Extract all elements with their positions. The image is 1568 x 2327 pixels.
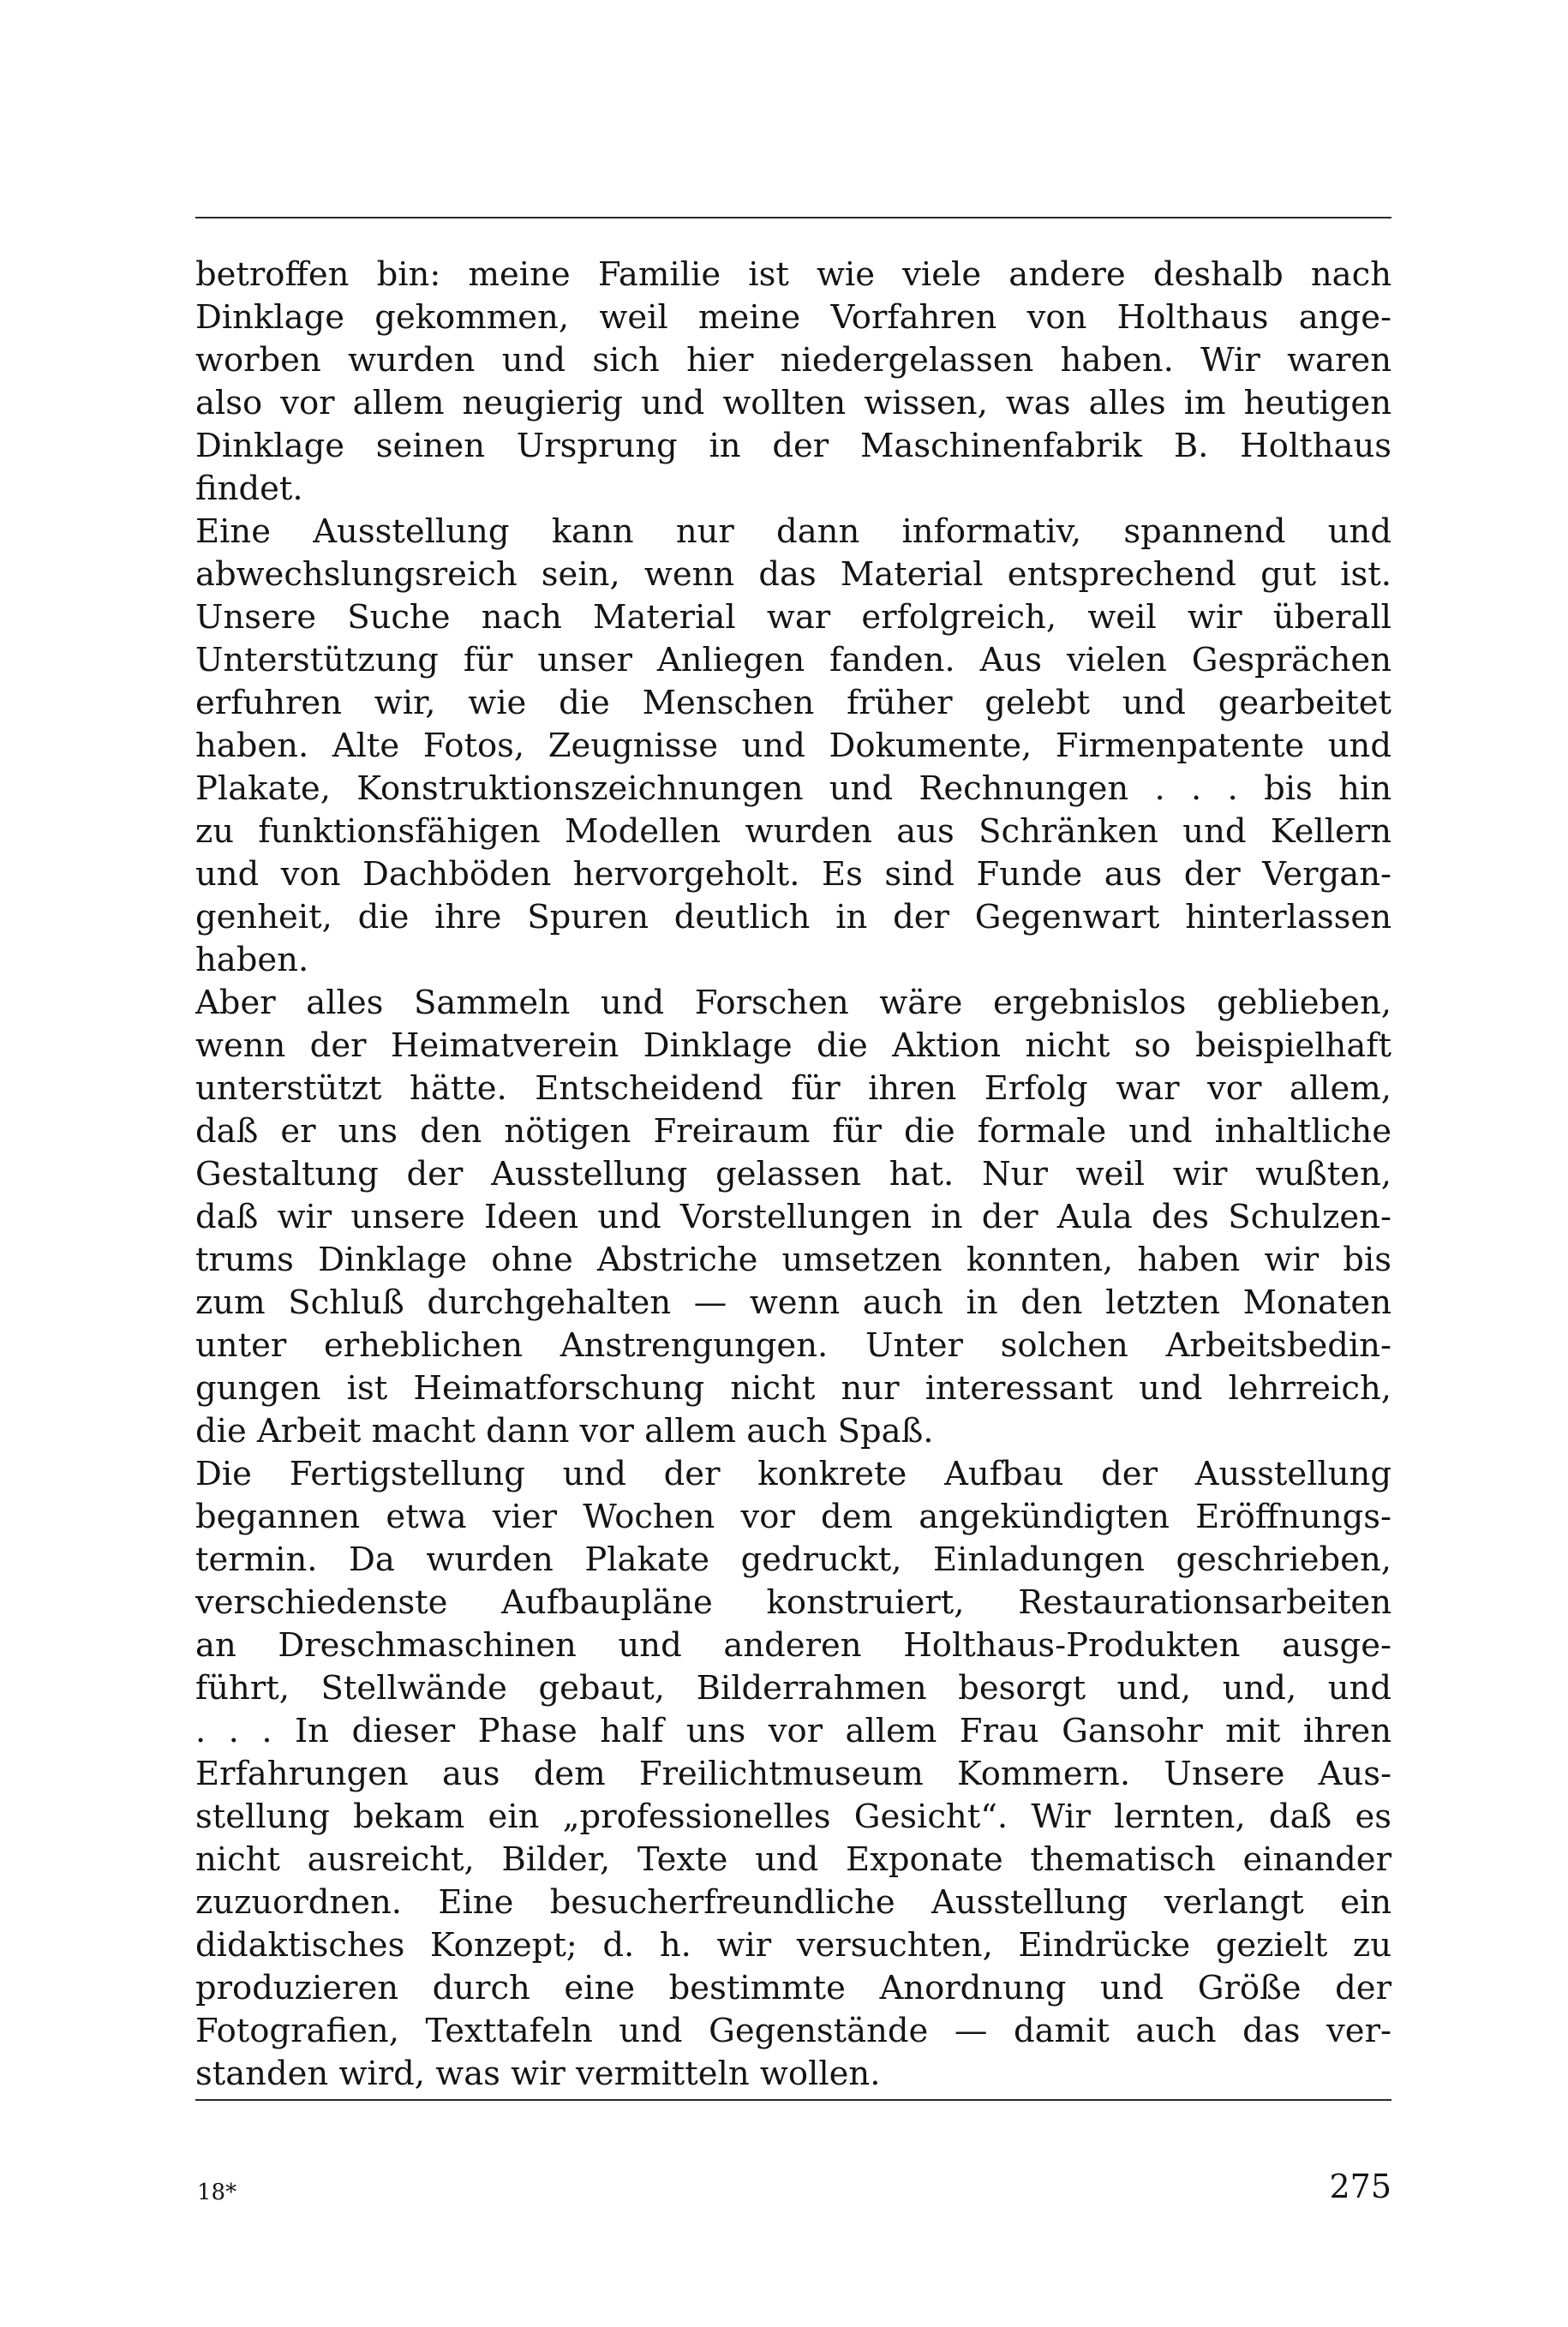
text-line: betroffen bin: meine Familie ist wie viele andere deshalb nach [195,255,1391,294]
text-line: Die Fertigstellung und der konkrete Aufbau der Ausstellung [195,1455,1391,1493]
text-line: unterstützt hätte. Entscheidend für ihren Erfolg war vor allem, [195,1069,1391,1108]
text-line: nicht ausreicht, Bilder, Texte und Exponate thematisch einander [195,1840,1391,1879]
text-line: stellung bekam ein „professionelles Gesicht“. Wir lernten, daß es [195,1798,1391,1836]
text-line: erfuhren wir, wie die Menschen früher gelebt und gearbeitet [195,684,1391,722]
text-line: abwechslungsreich sein, wenn das Material entsprechend gut ist. [195,555,1391,594]
text-line: also vor allem neugierig und wollten wissen, was alles im heutigen [195,384,1391,422]
body-text [195,254,1391,2096]
text-line: Aber alles Sammeln und Forschen wäre ergebnislos geblieben, [195,984,1391,1022]
text-line: Fotografien, Texttafeln und Gegenstände — damit auch das ver- [195,2012,1391,2050]
text-line: und von Dachböden hervorgeholt. Es sind Funde aus der Vergan- [195,855,1391,894]
text-line: verschiedenste Aufbaupläne konstruiert, Restaurationsarbeiten [195,1583,1391,1622]
text-line: wenn der Heimatverein Dinklage die Aktion nicht so beispielhaft [195,1026,1391,1065]
text-line: zuzuordnen. Eine besucherfreundliche Ausstellung verlangt ein [195,1883,1391,1922]
text-line: trums Dinklage ohne Abstriche umsetzen konnten, haben wir bis [195,1241,1391,1279]
text-line: . . . In dieser Phase half uns vor allem Frau Gansohr mit ihren [195,1712,1391,1750]
text-line: führt, Stellwände gebaut, Bilderrahmen besorgt und, und, und [195,1669,1391,1708]
text-line: gungen ist Heimatforschung nicht nur interessant und lehrreich, [195,1369,1391,1408]
text-line: Unterstützung für unser Anliegen fanden. Aus vielen Gesprächen [195,641,1391,679]
page-number: 275 [1329,2168,1391,2205]
text-line: Dinklage seinen Ursprung in der Maschinenfabrik B. Holthaus [195,427,1391,465]
text-line: an Dreschmaschinen und anderen Holthaus-Produkten ausge- [195,1626,1391,1665]
text-line: termin. Da wurden Plakate gedruckt, Einladungen geschrieben, [195,1540,1391,1579]
text-line: Unsere Suche nach Material war erfolgreich, weil wir überall [195,598,1391,637]
text-line: Plakate, Konstruktionszeichnungen und Rechnungen . . . bis hin [195,769,1391,808]
text-line: standen wird, was wir vermitteln wollen. [195,2055,881,2093]
text-line: zum Schluß durchgehalten — wenn auch in den letzten Monaten [195,1283,1391,1322]
text-line: daß er uns den nötigen Freiraum für die formale und inhaltliche [195,1112,1391,1151]
text-line: daß wir unsere Ideen und Vorstellungen in der Aula des Schulzen- [195,1198,1391,1236]
text-line: produzieren durch eine bestimmte Anordnung und Größe der [195,1969,1391,2007]
text-line: Eine Ausstellung kann nur dann informativ, spannend und [195,512,1391,551]
text-line: zu funktionsfähigen Modellen wurden aus Schränken und Kellern [195,812,1391,851]
text-line: genheit, die ihre Spuren deutlich in der Gegenwart hinterlassen [195,898,1391,936]
text-line: Erfahrungen aus dem Freilichtmuseum Kommern. Unsere Aus- [195,1755,1391,1793]
bottom-rule [195,2099,1391,2101]
text-line: begannen etwa vier Wochen vor dem angekündigten Eröffnungs- [195,1498,1391,1536]
text-line: Dinklage gekommen, weil meine Vorfahren von Holthaus ange- [195,298,1391,337]
signature-mark: 18* [197,2180,237,2205]
text-line: haben. Alte Fotos, Zeugnisse und Dokumente, Firmenpatente und [195,727,1391,765]
text-line: unter erheblichen Anstrengungen. Unter solchen Arbeitsbedin- [195,1326,1391,1365]
text-line: worben wurden und sich hier niedergelassen haben. Wir waren [195,341,1391,380]
text-line: Gestaltung der Ausstellung gelassen hat. Nur weil wir wußten, [195,1155,1391,1193]
top-rule [195,217,1391,218]
text-line: findet. [195,470,303,508]
text-line: haben. [195,941,309,979]
text-line: didaktisches Konzept; d. h. wir versuchten, Eindrücke gezielt zu [195,1926,1391,1965]
text-line: die Arbeit macht dann vor allem auch Spaß. [195,1412,934,1451]
